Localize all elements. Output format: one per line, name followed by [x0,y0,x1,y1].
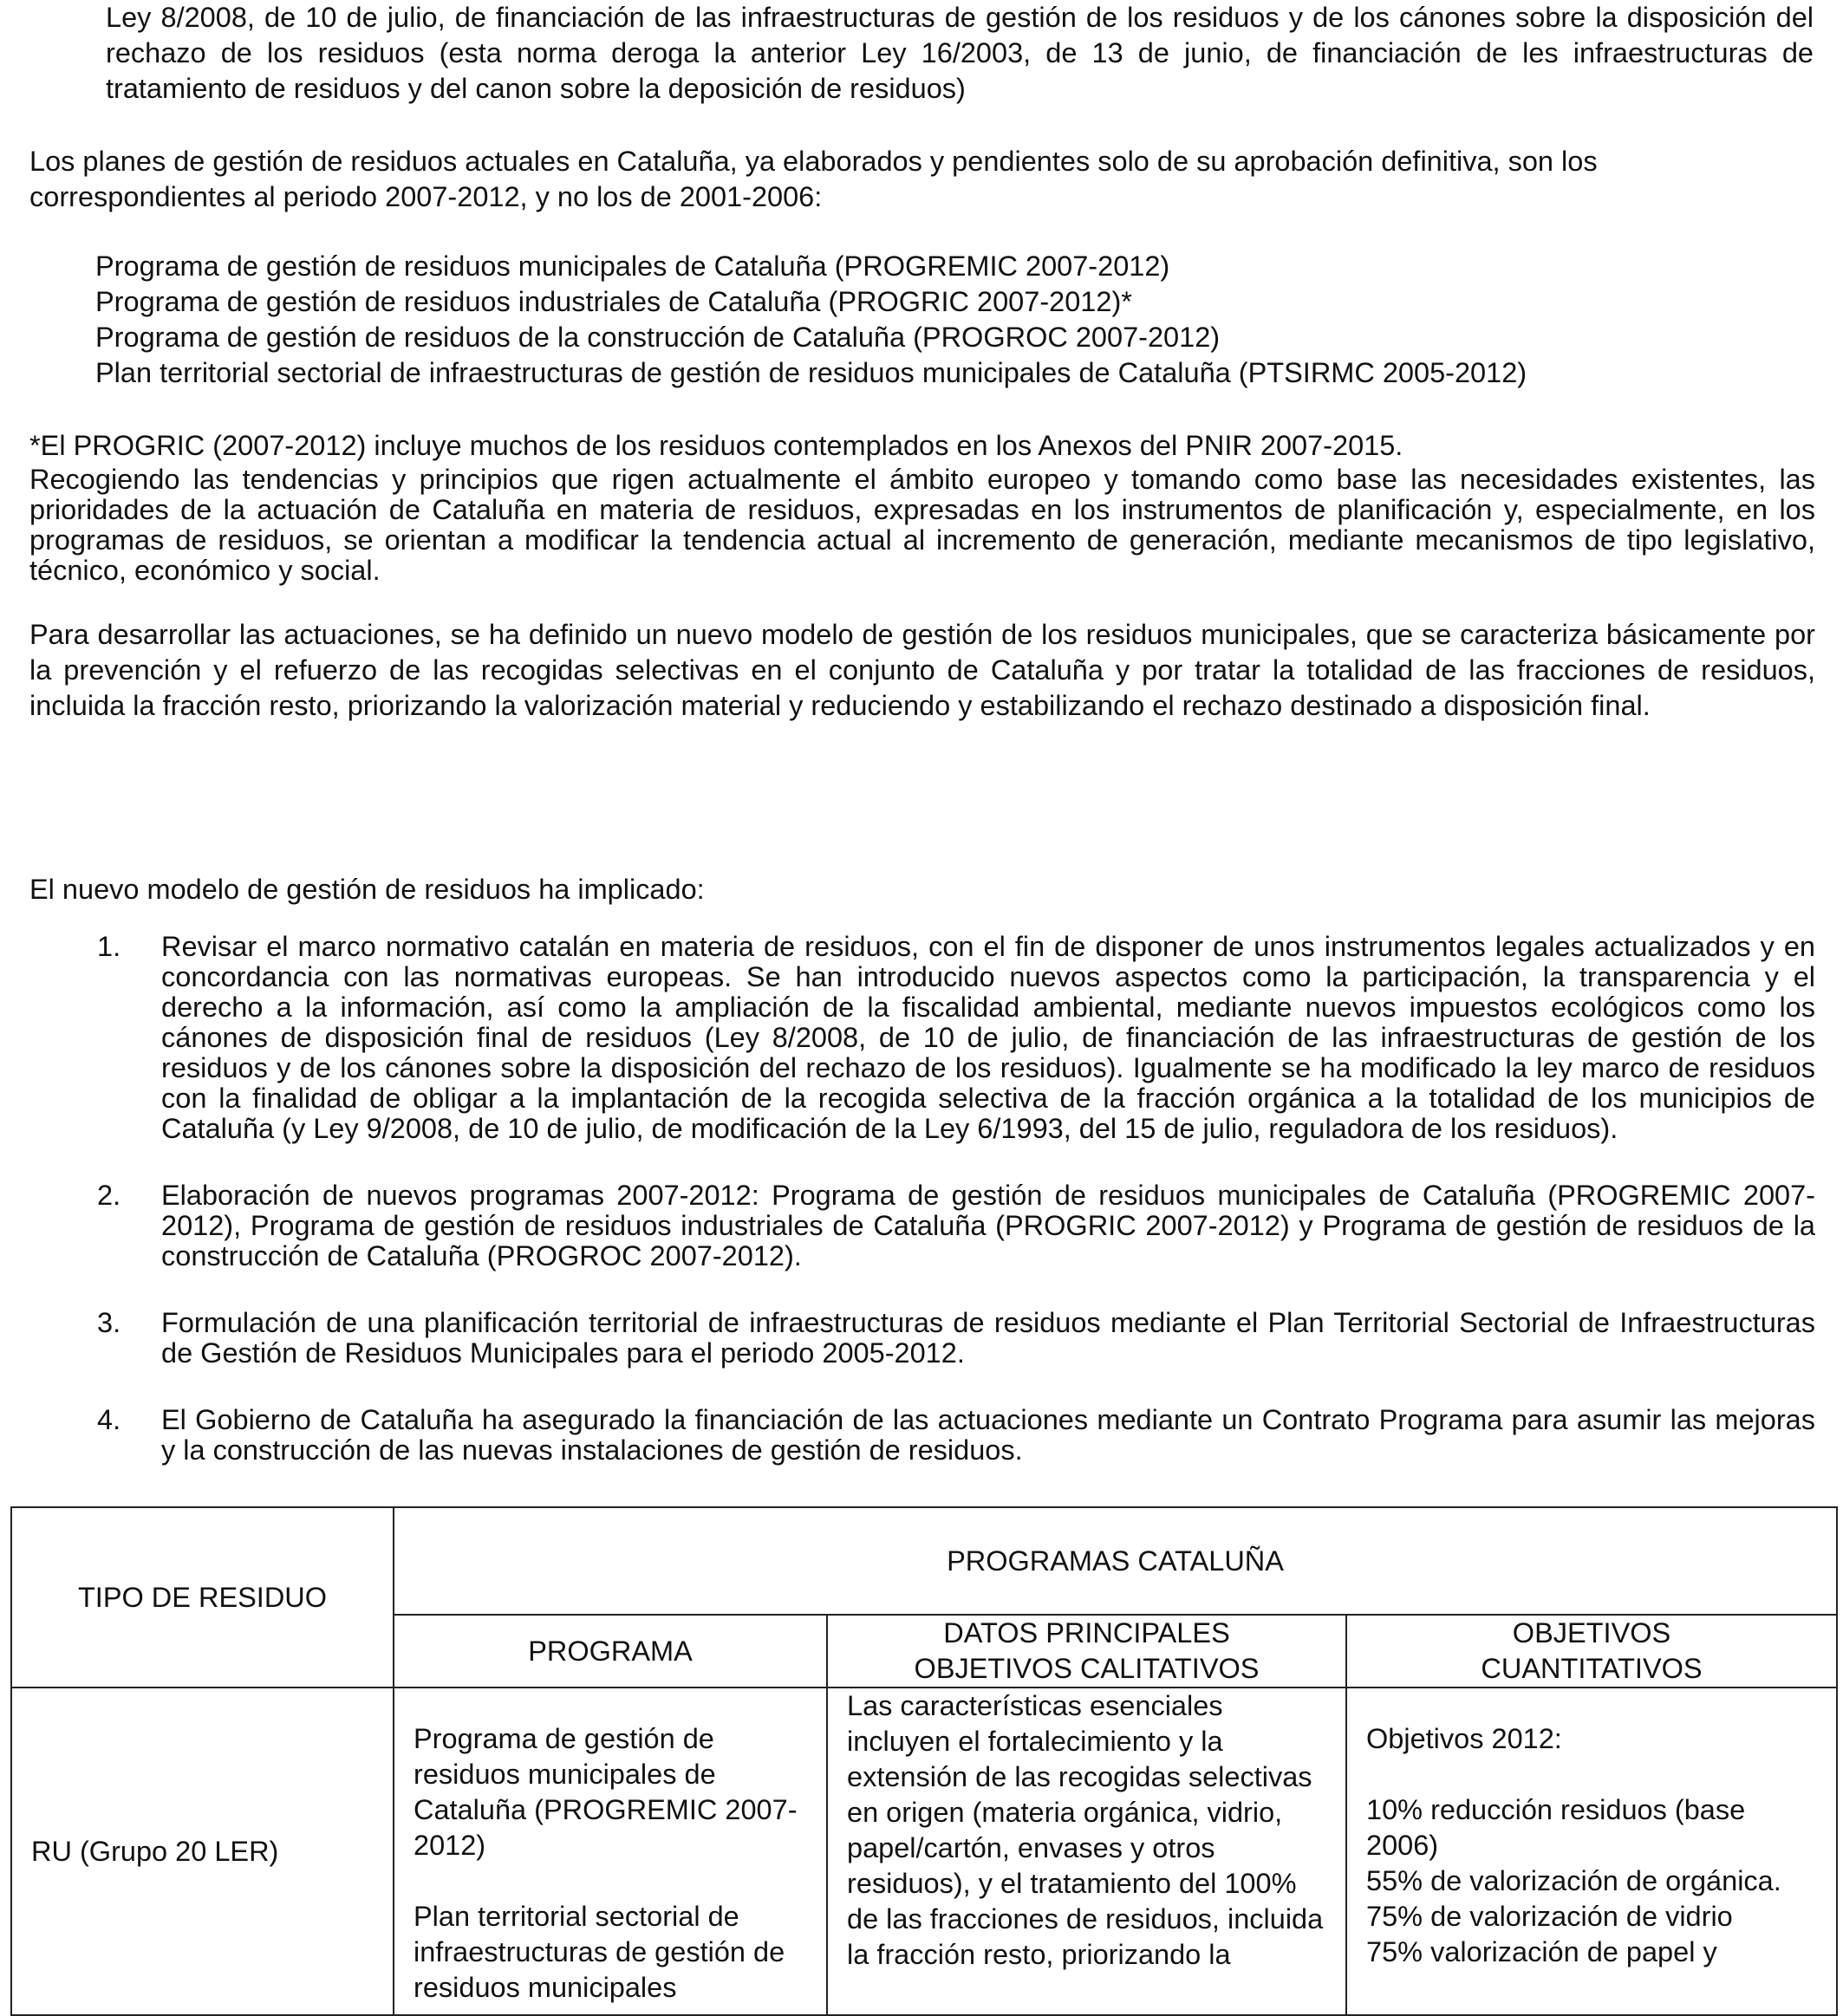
header-programas-cataluna: PROGRAMAS CATALUÑA [394,1507,1837,1615]
actuaciones-paragraph: Para desarrollar las actuaciones, se ha definido un nuevo modelo de gestión de los residuos municipales, que se caracteriza básicamente por la prevención y el refuerzo de las recogidas selectivas en el conjunto de Cataluña y por tratar la totalidad de las fracciones de residuos, incluida la fracción resto, priorizando la valorización material y reduciendo y estabilizando el rechazo destinado a disposición final. [29,619,1815,721]
plans-paragraph: Los planes de gestión de residuos actuales en Cataluña, ya elaborados y pendientes solo de su aprobación definitiva, son los correspondientes al periodo 2007-2012, y no los de 2001-2006: [29,146,1598,212]
modelo-intro: El nuevo modelo de gestión de residuos ha implicado: [29,874,705,905]
list-number: 2. [97,1180,121,1211]
plan-item: Programa de gestión de residuos industriales de Cataluña (PROGRIC 2007-2012)* [95,286,1132,317]
list-text: Elaboración de nuevos programas 2007-2012: Programa de gestión de residuos municipales de Cataluña (PROGREMIC 2007-2012), Programa de gestión de residuos industriales de Cataluña (PROGRIC 2007-2012) y Programa de gestión de residuos de la construcción de Cataluña (PROGROC 2007-2012). [161,1180,1815,1271]
header-objetivos-cuantitativos [1346,1615,1837,1688]
header-datos-line2: OBJETIVOS CALITATIVOS [914,1653,1260,1684]
intro-paragraph: Ley 8/2008, de 10 de julio, de financiación de las infraestructuras de gestión de los residuos y de los cánones sobre la disposición del rechazo de los residuos (esta norma deroga la anterior Ley 16/2003, de 13 de junio, de financiación de les infraestructuras de tratamiento de residuos y del canon sobre la deposición de residuos) [106,2,1814,104]
header-tipo-residuo: TIPO DE RESIDUO [11,1507,394,1688]
cell-tipo-residuo: RU (Grupo 20 LER) [11,1688,394,2015]
header-datos-principales [827,1615,1346,1688]
header-objetivos-line1: OBJETIVOS [1512,1617,1671,1649]
list-number: 4. [97,1404,121,1435]
cell-objetivos-cuantitativos: Objetivos 2012: 10% reducción residuos (base 2006) 55% de valorización de orgánica. 75% de valorización de vidrio 75% valorización de papel y [1346,1688,1837,2015]
plan-item: Plan territorial sectorial de infraestructuras de gestión de residuos municipales de Cataluña (PTSIRMC 2005-2012) [95,357,1527,388]
list-number: 1. [97,931,121,962]
header-datos-line1: DATOS PRINCIPALES [943,1617,1230,1649]
implications-list [29,932,1815,1502]
list-item [29,932,1815,1144]
cell-datos-principales: Las características esenciales incluyen el fortalecimiento y la extensión de las recogidas selectivas en origen (materia orgánica, vidrio, papel/cartón, envases y otros residuos), y el tratamiento del 100% de las fracciones de residuos, incluida la fracción resto, priorizando la [827,1688,1346,2015]
footnote: *El PROGRIC (2007-2012) incluye muchos de los residuos contemplados en los Anexos del PNIR 2007-2015. [29,430,1403,461]
table-row [11,1688,1837,2015]
header-programa: PROGRAMA [394,1615,827,1688]
tendencias-paragraph: Recogiendo las tendencias y principios que rigen actualmente el ámbito europeo y tomando como base las necesidades existentes, las prioridades de la actuación de Cataluña en materia de residuos, expresadas en los instrumentos de planificación y, especialmente, en los programas de residuos, se orientan a modificar la tendencia actual al incremento de generación, mediante mecanismos de tipo legislativo, técnico, económico y social. [29,464,1815,586]
list-text: Revisar el marco normativo catalán en materia de residuos, con el fin de disponer de unos instrumentos legales actualizados y en concordancia con las normativas europeas. Se han introducido nuevos aspectos como la participación, la transparencia y el derecho a la información, así como la ampliación de la fiscalidad ambiental, mediante nuevos impuestos ecológicos como los cánones de disposición final de residuos (Ley 8/2008, de 10 de julio, de financiación de las infraestructuras de gestión de los residuos y de los cánones sobre la disposición del rechazo de los residuos). Igualmente se ha modificado la ley marco de residuos con la finalidad de obligar a la implantación de la recogida selectiva de la fracción orgánica a la totalidad de los municipios de Cataluña (y Ley 9/2008, de 10 de julio, de modificación de la Ley 6/1993, del 15 de julio, reguladora de los residuos). [161,931,1815,1144]
list-number: 3. [97,1307,121,1338]
list-item [29,1180,1815,1271]
plans-list [95,249,1820,391]
header-objetivos-line2: CUANTITATIVOS [1481,1653,1703,1684]
list-text: Formulación de una planificación territorial de infraestructuras de residuos mediante el Plan Territorial Sectorial de Infraestructuras de Gestión de Residuos Municipales para el periodo 2005-2012. [161,1307,1815,1369]
list-item [29,1405,1815,1466]
table-header-row [11,1507,1837,1615]
cell-programa: Programa de gestión de residuos municipales de Cataluña (PROGREMIC 2007-2012) Plan territorial sectorial de infraestructuras de gestión de residuos municipales [394,1688,827,2015]
programs-table [10,1506,1838,2016]
plan-item: Programa de gestión de residuos municipales de Cataluña (PROGREMIC 2007-2012) [95,250,1170,282]
list-item [29,1308,1815,1369]
list-text: El Gobierno de Cataluña ha asegurado la financiación de las actuaciones mediante un Contrato Programa para asumir las mejoras y la construcción de las nuevas instalaciones de gestión de residuos. [161,1404,1815,1466]
plan-item: Programa de gestión de residuos de la construcción de Cataluña (PROGROC 2007-2012) [95,322,1221,353]
